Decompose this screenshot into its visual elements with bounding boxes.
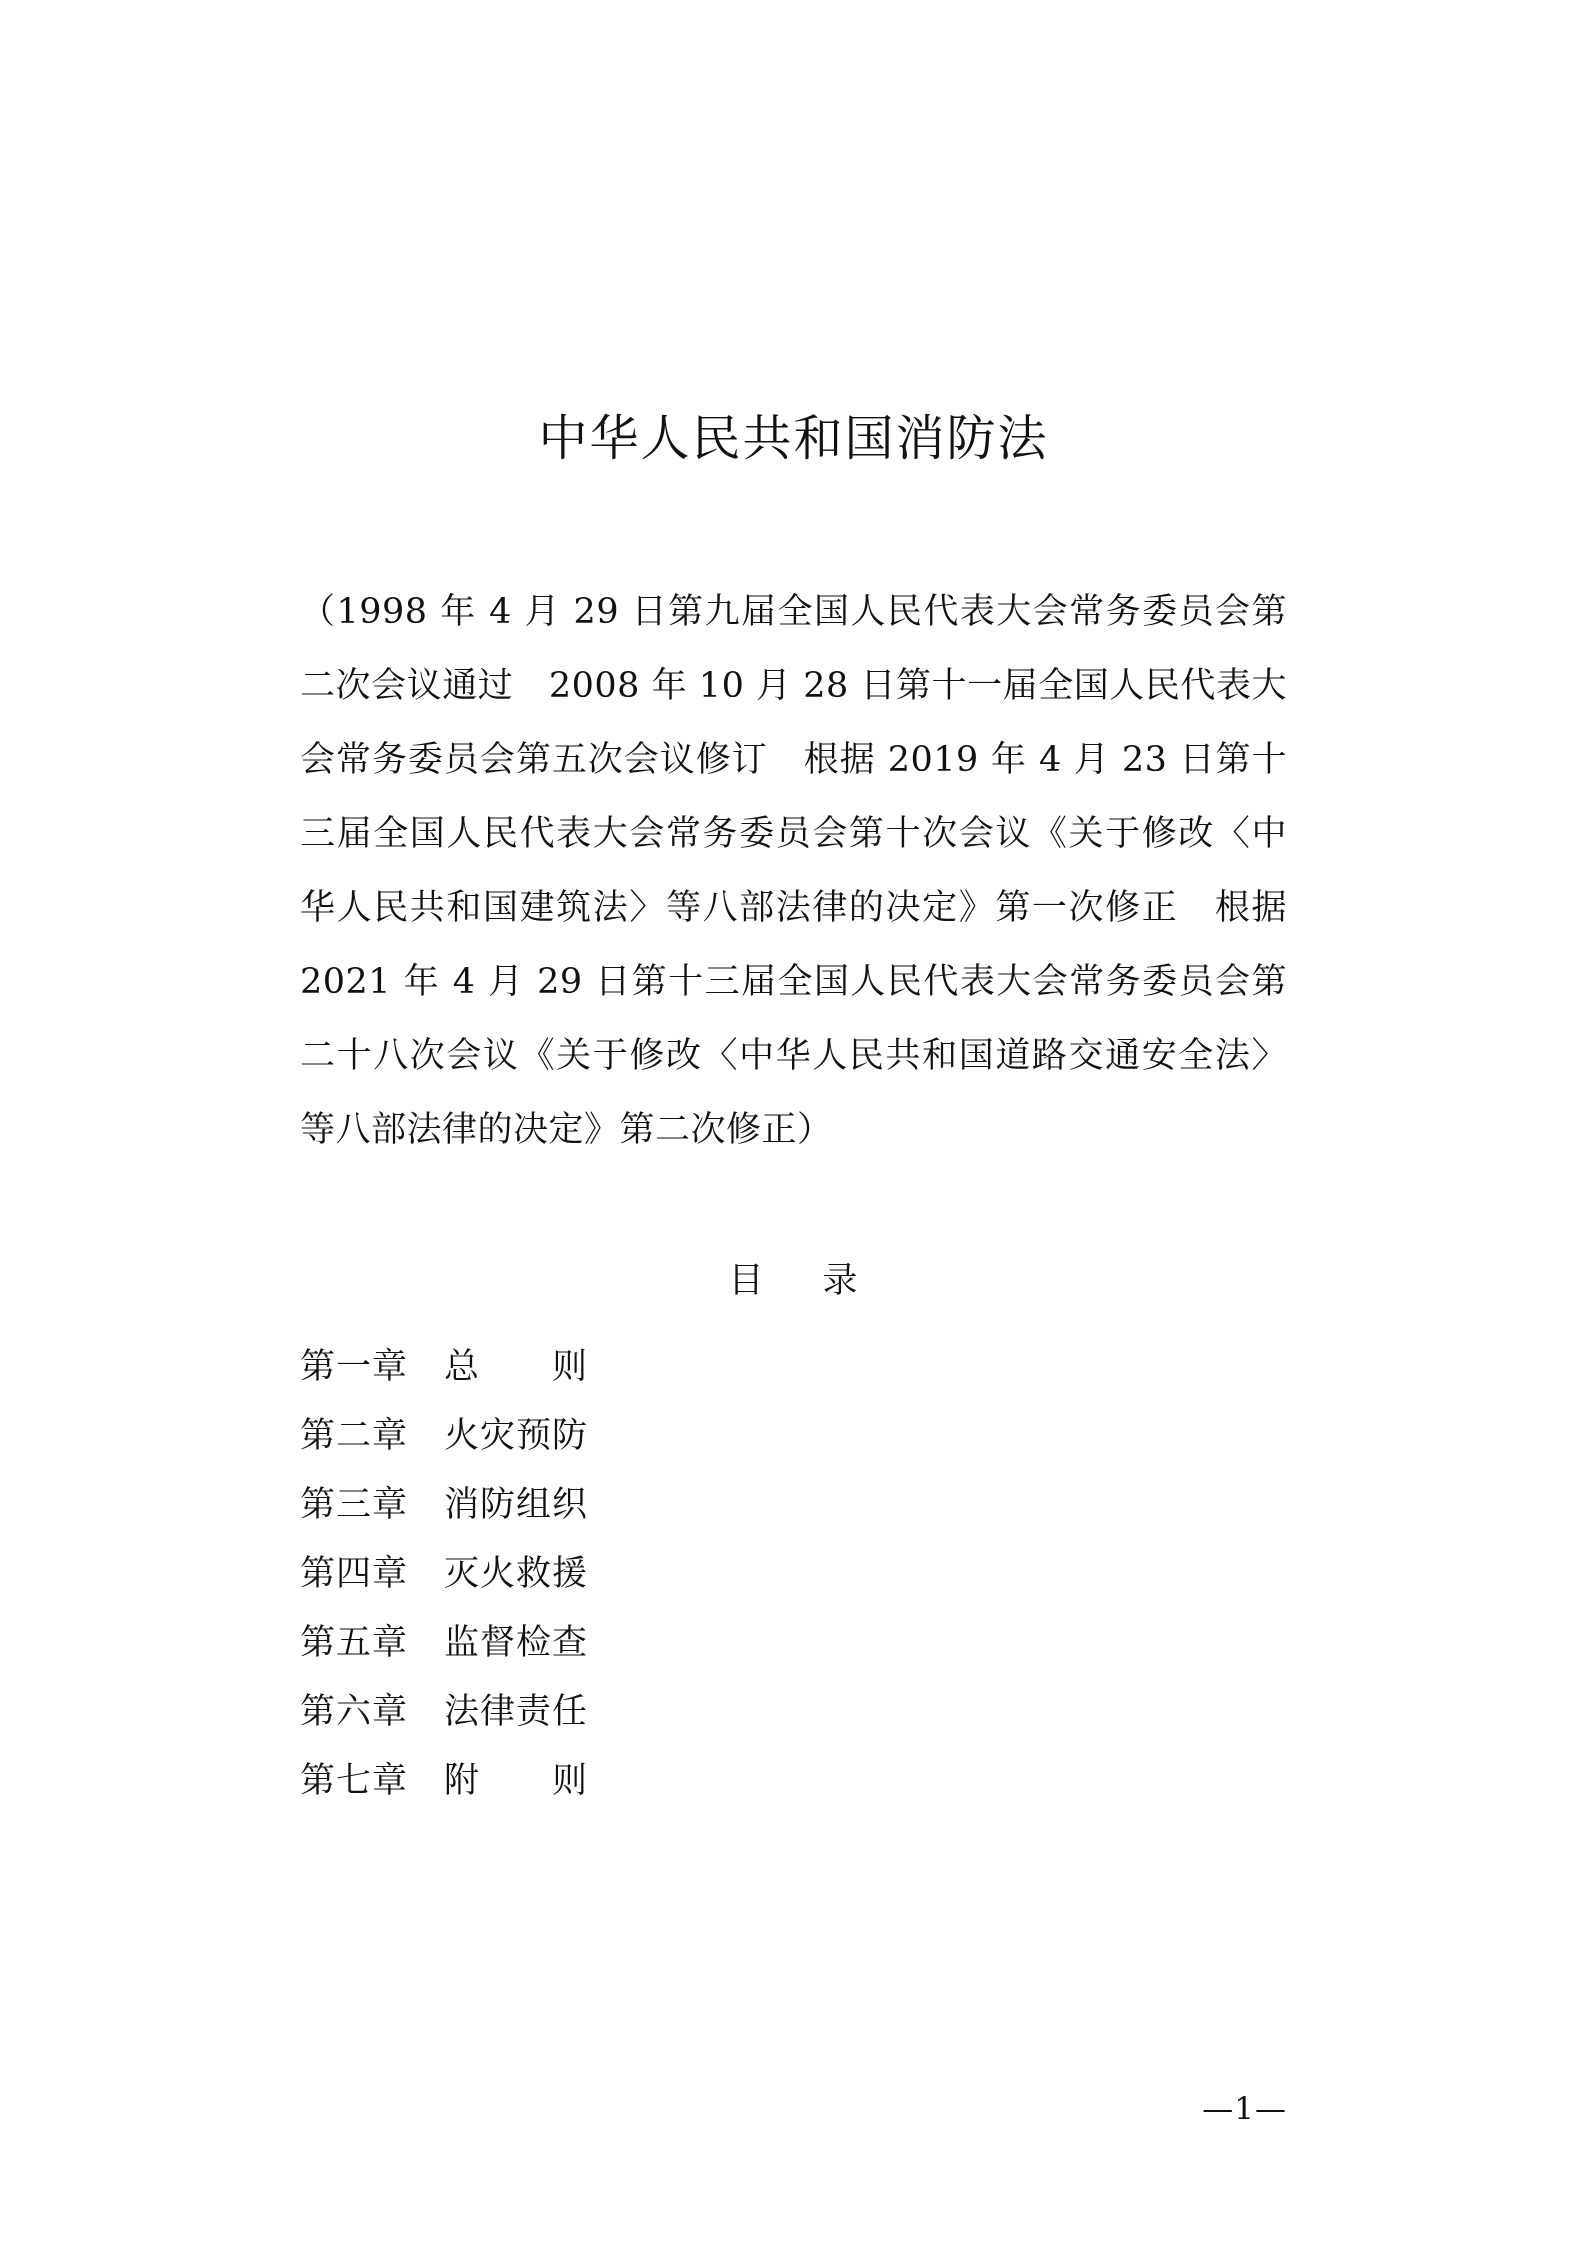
list-item[interactable]: 第一章 总 则 — [300, 1347, 589, 1387]
toc-heading — [300, 1253, 1287, 1303]
page-title: 中华人民共和国消防法 — [538, 410, 1049, 467]
page-number: —1— — [1202, 2091, 1287, 2127]
toc-heading-left: 目 — [728, 1261, 765, 1301]
toc-list — [300, 1333, 1287, 1816]
list-item[interactable]: 第七章 附 则 — [300, 1761, 589, 1801]
list-item[interactable]: 第五章 监督检查 — [300, 1623, 589, 1663]
list-item[interactable]: 第四章 灭火救援 — [300, 1554, 589, 1594]
list-item[interactable]: 第三章 消防组织 — [300, 1485, 589, 1525]
toc-heading-right: 录 — [822, 1261, 859, 1301]
list-item[interactable]: 第二章 火灾预防 — [300, 1416, 589, 1456]
list-item[interactable]: 第六章 法律责任 — [300, 1692, 589, 1732]
preamble-paragraph: （1998 年 4 月 29 日第九届全国人民代表大会常务委员会第二次会议通过 2008 年 10 月 28 日第十一届全国人民代表大会常务委员会第五次会议修订 根据 2019 年 4 月 23 日第十三届全国人民代表大会常务委员会第十次会议《关于修改〈中华人民共和国建筑法〉等八部法律的决定》第一次修正 根据 2021 年 4 月 29 日第十三届全国人民代表大会常务委员会第二十八次会议《关于修改〈中华人民共和国道路交通安全法〉等八部法律的决定》第二次修正） — [300, 592, 1287, 1150]
